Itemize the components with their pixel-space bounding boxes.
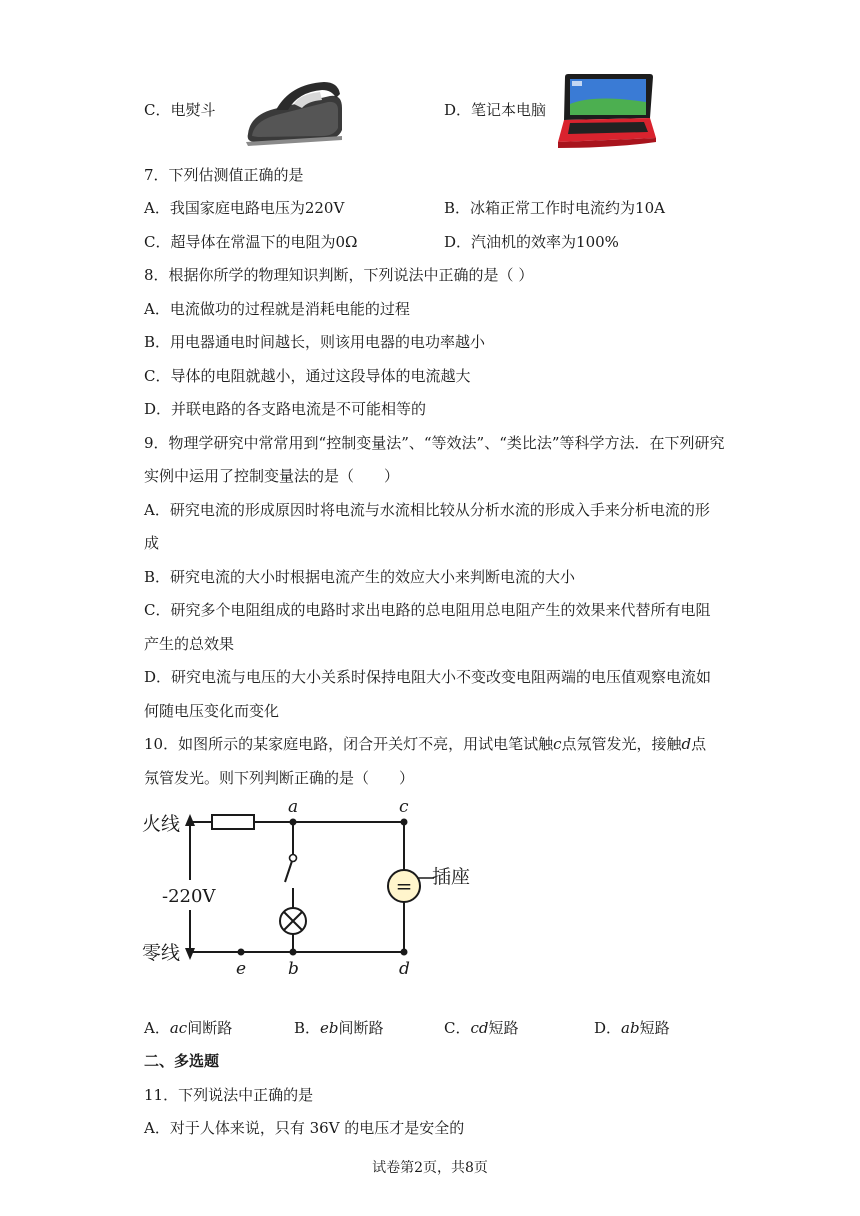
q7-option-c: C．超导体在常温下的电阻为0Ω [144,233,358,251]
q10-option-c-var: cd [470,1019,489,1037]
q10-option-a [144,1018,232,1038]
q9-option-c-line2: 产生的总效果 [144,635,235,653]
q8-option-a: A．电流做功的过程就是消耗电能的过程 [144,300,410,318]
page-footer: 试卷第2页，共8页 [372,1160,488,1176]
q7-option-d: D．汽油机的效率为100% [444,233,619,251]
q6-option-c: C．电熨斗 [144,101,216,119]
q10-option-d-text: 短路 [639,1019,670,1037]
q10-stem-line2: 氖管发光。则下列判断正确的是（ ） [144,769,415,787]
q8-option-d: D．并联电路的各支路电流是不可能相等的 [144,400,427,418]
fuse-symbol [212,815,254,829]
q11-stem: 11．下列说法中正确的是 [144,1086,314,1104]
q6-option-d: D．笔记本电脑 [444,101,547,119]
point-a-label: a [288,797,299,817]
q10-stem-mid: 点氖管发光，接触 [561,735,682,753]
point-b-label: b [288,959,299,979]
q10-stem-pre: 10．如图所示的某家庭电路，闭合开关灯不亮，用试电笔试触 [144,735,554,753]
q7-option-b: B．冰箱正常工作时电流约为10A [444,199,665,217]
q9-option-c-line1: C．研究多个电阻组成的电路时求出电路的总电阻用总电阻产生的效果来代替所有电阻 [144,601,711,619]
q10-stem-point-c: c [553,735,562,753]
q10-stem-point-d: d [681,735,692,753]
q10-stem-post: 点 [691,735,707,753]
q10-option-d [594,1018,670,1038]
q9-option-b: B．研究电流的大小时根据电流产生的效应大小来判断电流的大小 [144,568,576,586]
q10-option-d-letter: D． [594,1019,622,1037]
q7-stem: 7．下列估测值正确的是 [144,166,304,184]
q9-option-a-line1: A．研究电流的形成原因时将电流与水流相比较从分析水流的形成入手来分析电流的形 [144,501,710,519]
q8-option-c: C．导体的电阻就越小，通过这段导体的电流越大 [144,367,471,385]
q11-option-a: A．对于人体来说，只有 36V 的电压才是安全的 [144,1119,465,1137]
neutral-wire-label: 零线 [142,942,181,964]
q10-option-a-text: 间断路 [187,1019,233,1037]
socket-symbol-mark: = [395,874,413,898]
point-c-label: c [399,797,409,817]
q8-stem: 8．根据你所学的物理知识判断，下列说法中正确的是（ ） [144,266,534,284]
circuit-diagram [140,796,480,986]
point-e-label: e [236,959,247,979]
q10-option-b-text: 间断路 [338,1019,384,1037]
q8-option-b: B．用电器通电时间越长，则该用电器的电功率越小 [144,333,486,351]
voltage-label: -220V [162,886,216,907]
q9-option-a-line2: 成 [144,534,160,552]
q10-option-c [444,1018,519,1038]
q9-option-d-line2: 何随电压变化而变化 [144,702,280,720]
point-d-label: d [399,959,410,979]
q10-option-d-var: ab [621,1019,640,1037]
q10-option-c-text: 短路 [488,1019,519,1037]
q9-option-d-line1: D．研究电流与电压的大小关系时保持电阻大小不变改变电阻两端的电压值观察电流如 [144,668,712,686]
q9-stem-line2: 实例中运用了控制变量法的是（ ） [144,467,400,485]
q10-option-b-letter: B． [294,1019,321,1037]
q10-stem-line1 [144,734,706,754]
laptop-image [554,72,658,150]
q10-option-c-letter: C． [444,1019,471,1037]
q10-option-b-var: eb [320,1019,339,1037]
q9-stem-line1: 9．物理学研究中常常用到“控制变量法”、“等效法”、“类比法”等科学方法．在下列研究 [144,434,725,452]
switch-pivot [290,855,297,862]
q7-option-a: A．我国家庭电路电压为220V [144,199,345,217]
iron-image [238,74,350,152]
section-title-multiple-choice: 二、多选题 [144,1052,220,1070]
q10-option-a-var: ac [169,1019,188,1037]
q10-option-b [294,1018,384,1038]
live-wire-label: 火线 [142,813,181,835]
socket-label: 插座 [432,866,471,888]
q10-option-a-letter: A． [144,1019,170,1037]
